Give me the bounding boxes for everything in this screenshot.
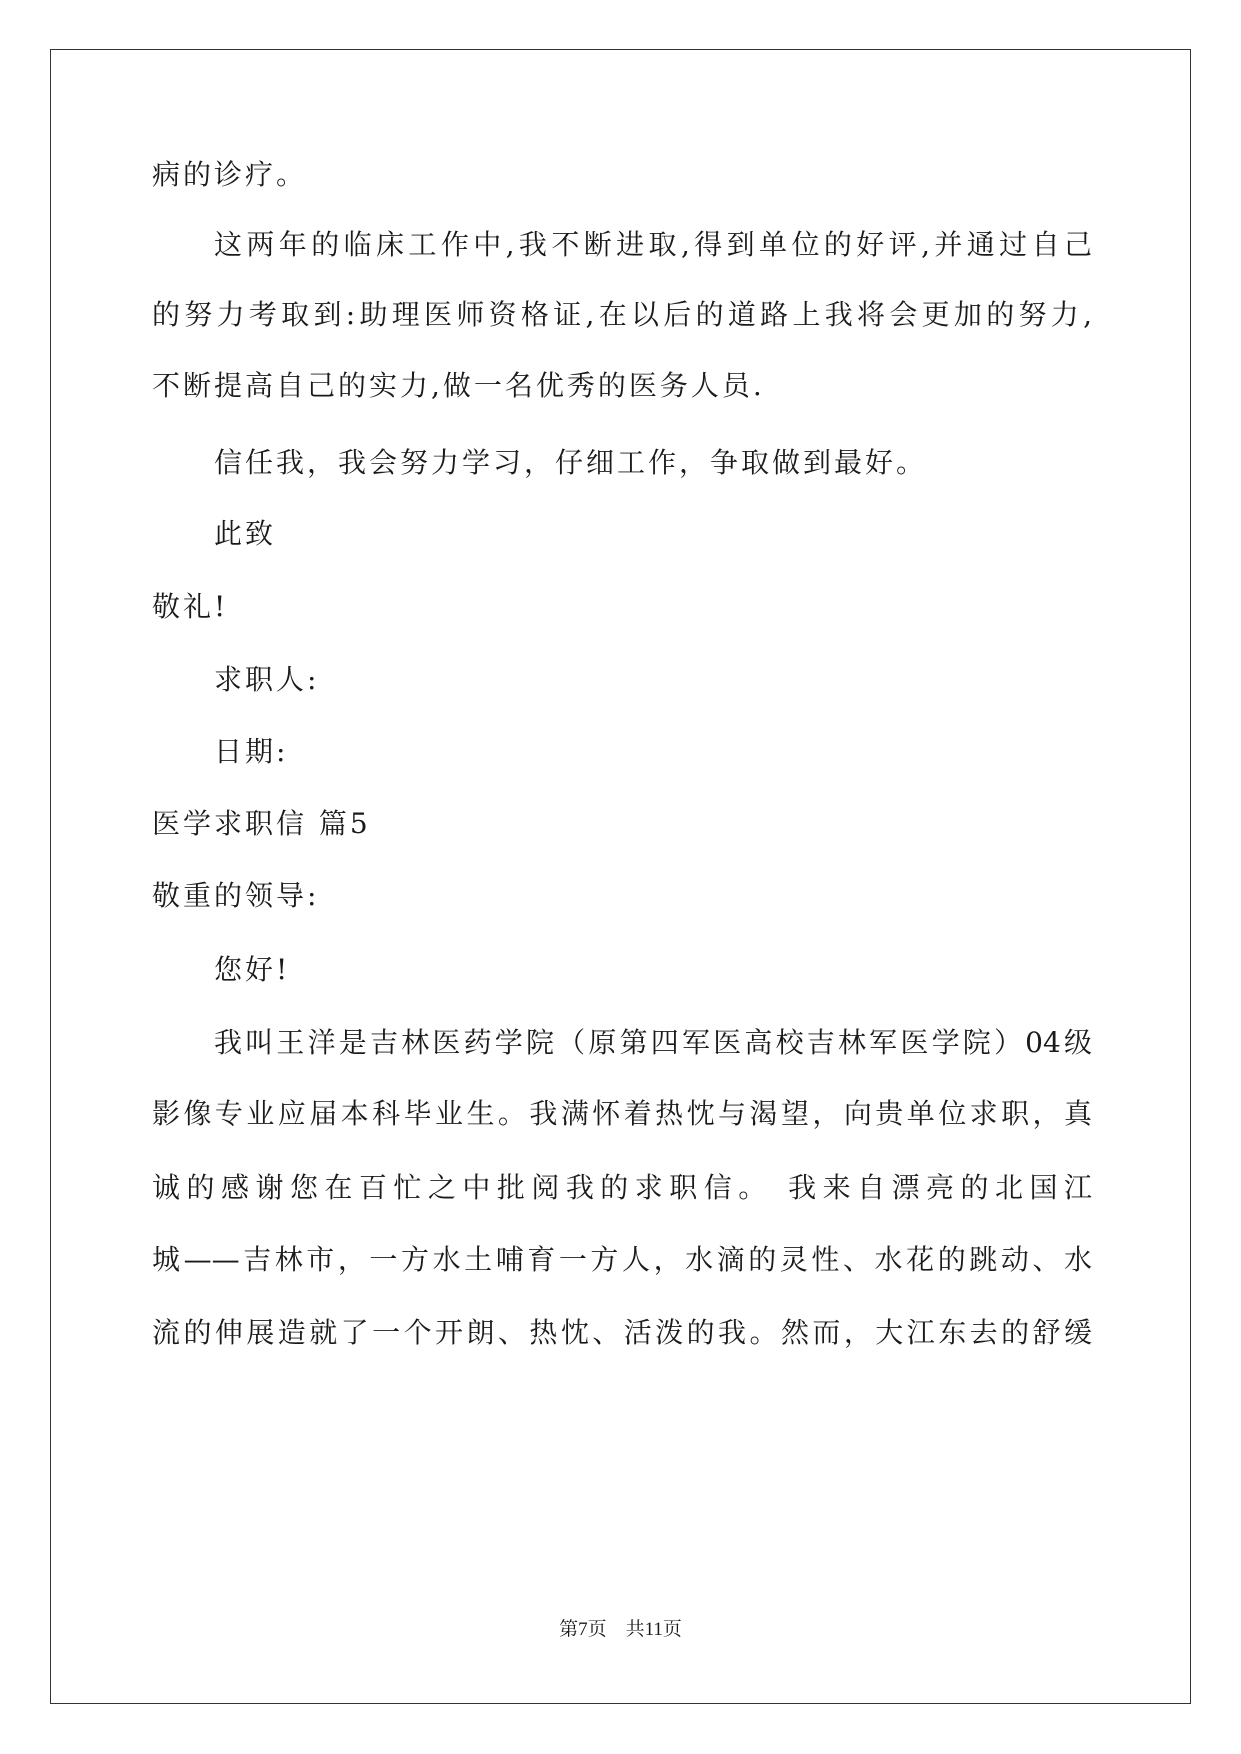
text-line: 我叫王洋是吉林医药学院（原第四军医高校吉林军医学院）04级 <box>214 1026 1092 1059</box>
text-line: 不断提高自己的实力,做一名优秀的医务人员. <box>152 369 765 402</box>
text-line: 敬重的领导: <box>152 879 320 912</box>
text-line: 敬礼! <box>152 590 229 623</box>
text-line: 城——吉林市，一方水土哺育一方人，水滴的灵性、水花的跳动、水 <box>152 1243 1092 1276</box>
text-line: 求职人: <box>214 663 320 696</box>
page-number: 第7页 共11页 <box>559 1619 682 1640</box>
text-line: 日期: <box>214 735 289 768</box>
text-line: 此致 <box>214 517 277 550</box>
text-line: 流的伸展造就了一个开朗、热忱、活泼的我。然而，大江东去的舒缓 <box>152 1316 1092 1349</box>
text-line: 信任我，我会努力学习，仔细工作，争取做到最好。 <box>214 446 928 479</box>
text-line: 影像专业应届本科毕业生。我满怀着热忱与渴望，向贵单位求职，真 <box>152 1097 1092 1130</box>
text-line: 诚的感谢您在百忙之中批阅我的求职信。 我来自漂亮的北国江 <box>152 1171 1092 1204</box>
section-heading: 医学求职信 篇5 <box>152 807 371 840</box>
text-line: 病的诊疗。 <box>152 158 308 191</box>
text-line: 的努力考取到:助理医师资格证,在以后的道路上我将会更加的努力, <box>152 298 1092 331</box>
text-line: 您好! <box>214 953 291 986</box>
text-line: 这两年的临床工作中,我不断进取,得到单位的好评,并通过自己 <box>214 228 1092 261</box>
